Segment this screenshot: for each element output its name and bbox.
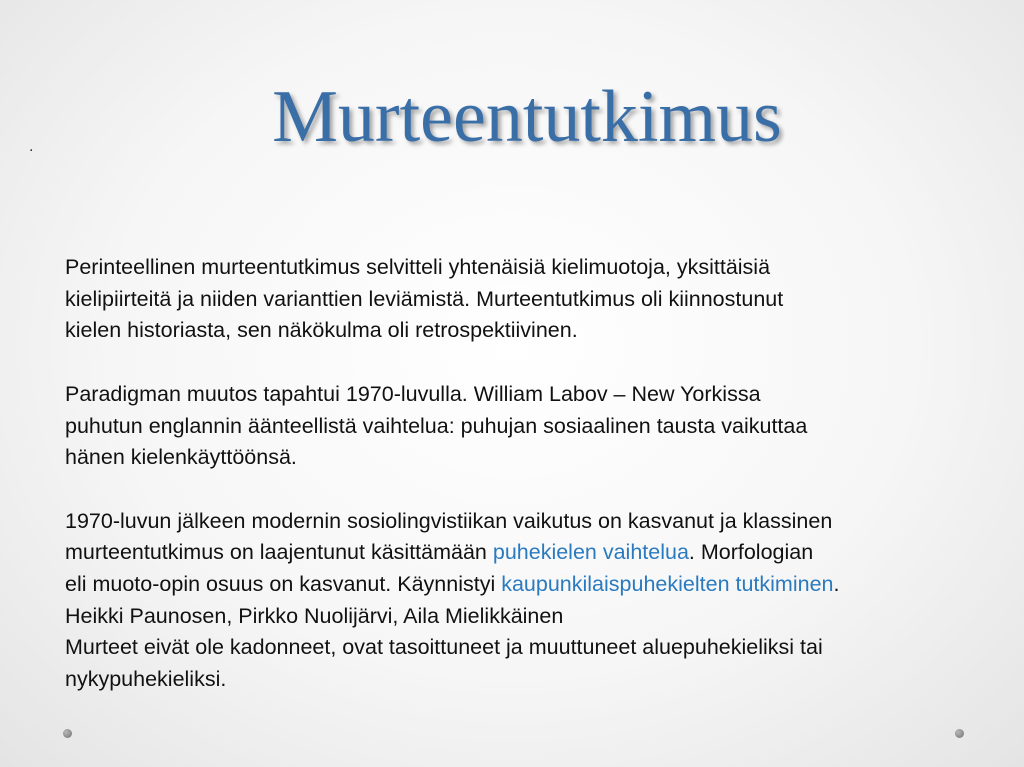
- decorative-dot-left-icon: [63, 729, 72, 738]
- paragraph-2-line-2: puhutun englannin äänteellistä vaihtelua: puhujan sosiaalinen tausta vaikuttaa: [65, 413, 808, 438]
- paragraph-1: [65, 252, 1005, 347]
- paragraph-1-line-3: kielen historiasta, sen näkökulma oli retrospektiivinen.: [65, 318, 578, 343]
- paragraph-3-line-2-tail: . Morfologian: [688, 540, 814, 565]
- slide-body: [65, 252, 1005, 696]
- paragraph-2-line-1: Paradigman muutos tapahtui 1970-luvulla. William Labov – New Yorkissa: [65, 381, 761, 406]
- paragraph-3-line-2-text: murteentutkimus on laajentunut käsittämään: [65, 540, 493, 565]
- link-puhekielen-vaihtelua[interactable]: puhekielen vaihtelua: [492, 540, 689, 565]
- stray-mark: .: [29, 138, 34, 155]
- paragraph-3: [65, 506, 1005, 696]
- paragraph-2-line-3: hänen kielenkäyttöönsä.: [65, 445, 297, 470]
- paragraph-2: [65, 379, 1005, 474]
- paragraph-3-line-3-text: eli muoto-opin osuus on kasvanut. Käynnistyi: [65, 572, 502, 596]
- paragraph-3-line-4: Heikki Paunosen, Pirkko Nuolijärvi, Aila Mielikkäinen: [65, 603, 564, 628]
- paragraph-3-line-1: 1970-luvun jälkeen modernin sosiolingvistiikan vaikutus on kasvanut ja klassinen: [65, 508, 833, 533]
- paragraph-3-line-3: [65, 569, 1005, 601]
- paragraph-1-line-1: Perinteellinen murteentutkimus selvitteli yhtenäisiä kielimuotoja, yksittäisiä: [65, 255, 771, 279]
- paragraph-3-line-2: [65, 537, 1005, 569]
- paragraph-3-line-5: Murteet eivät ole kadonneet, ovat tasoittuneet ja muuttuneet aluepuhekieliksi tai: [65, 635, 823, 660]
- decorative-dot-right-icon: [955, 729, 964, 738]
- paragraph-1-line-2: kielipiirteitä ja niiden varianttien leviämistä. Murteentutkimus oli kiinnostunut: [65, 286, 784, 311]
- link-kaupunkilaispuhekielten-tutkiminen[interactable]: kaupunkilaispuhekielten tutkiminen: [501, 572, 834, 596]
- paragraph-3-line-6: nykypuhekieliksi.: [65, 667, 227, 692]
- slide-title: Murteentutkimus: [272, 76, 782, 158]
- paragraph-3-line-3-tail: .: [833, 572, 840, 596]
